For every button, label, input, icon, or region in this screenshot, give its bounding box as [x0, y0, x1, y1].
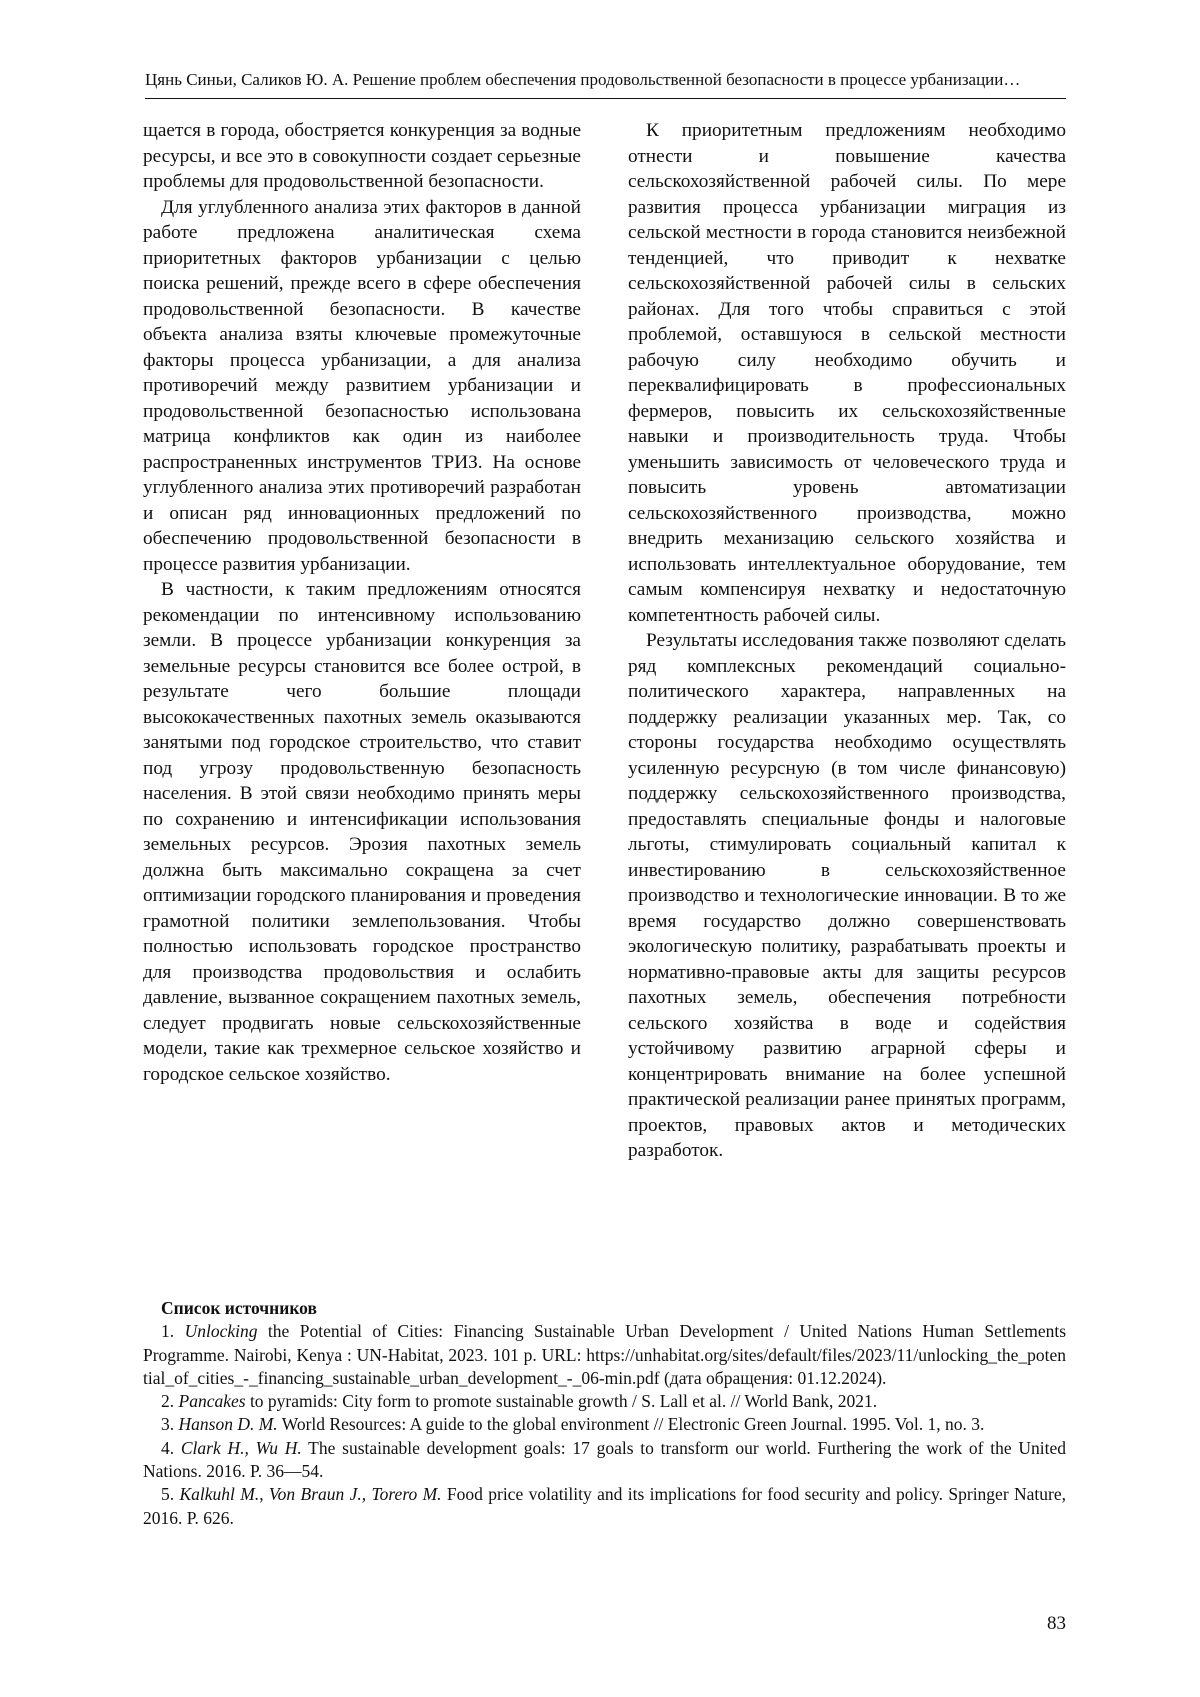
- left-column: [143, 118, 581, 1164]
- reference-authors: Unlocking: [184, 1321, 258, 1342]
- running-head: Цянь Синьи, Саликов Ю. А. Решение проблем обеспечения продовольственной безопасности в процессе урбанизации…: [145, 68, 1066, 99]
- reference-number: 4.: [161, 1437, 175, 1458]
- body-columns: [143, 118, 1066, 1164]
- right-column: [628, 118, 1066, 1164]
- reference-text: Food price volatility and its implications for food security and policy. Springer Nature, 2016. P. 626.: [143, 1484, 1066, 1528]
- paragraph: Для углубленного анализа этих факторов в данной работе предложена аналитическая схема приоритетных факторов урбанизации с целью поиска решений, прежде всего в сфере обеспечения продовольственной безопасности. В качестве объекта анализа взяты ключевые промежуточные факторы процесса урбанизации, а для анализа противоречий между развитием урбанизации и продовольственной безопасностью использована матрица конфликтов как один из наиболее распространенных инструментов ТРИЗ. На основе углубленного анализа этих противоречий разработан и описан ряд инновационных предложений по обеспечению продовольственной безопасности в процессе развития урбанизации.: [143, 196, 581, 575]
- reference-authors: Pancakes: [178, 1391, 246, 1412]
- reference-authors: Hanson D. M.: [178, 1414, 278, 1435]
- reference-item: [143, 1413, 1066, 1436]
- reference-number: 2.: [161, 1391, 175, 1412]
- reference-text: The sustainable development goals: 17 goals to transform our world. Furthering the work of the United Nations. 2016. P. 36—54.: [143, 1437, 1066, 1482]
- reference-number: 3.: [161, 1414, 175, 1435]
- page-number: 83: [1047, 1613, 1066, 1634]
- reference-item: [143, 1437, 1066, 1484]
- references-section: [143, 1297, 1066, 1530]
- reference-item: [143, 1483, 1066, 1530]
- reference-authors: Clark H., Wu H.: [180, 1437, 302, 1458]
- reference-text: World Resources: A guide to the global environment // Electronic Green Journal. 1995. Vol. 1, no. 3.: [277, 1414, 985, 1435]
- paragraph: В частности, к таким предложениям относятся рекомендации по интенсивному использованию земли. В процессе урбанизации конкуренция за земельные ресурсы становится все более острой, в результате чего большие площади высококачественных пахотных земель оказываются занятыми под городское строительство, что ставит под угрозу продовольственную безопасность населения. В этой связи необходимо принять меры по сохранению и интенсификации использования земельных ресурсов. Эрозия пахотных земель должна быть максимально сокращена за счет оптимизации городского планирования и проведения грамотной политики землепользования. Чтобы полностью использовать городское пространство для производства продовольствия и ослабить давление, вызванное сокращением пахотных земель, следует продвигать новые сельскохозяйственные модели, такие как трехмерное сельское хозяйство и городское сельское хозяйство.: [143, 579, 581, 1085]
- reference-url[interactable]: https://unhabitat.org/sites/default/files/2023/11/unlocking_the_potential_of_cities_-_financing_sustainable_urban_development_-_06-min.pdf: [143, 1344, 1066, 1388]
- reference-item: [143, 1320, 1066, 1390]
- paragraph: Результаты исследования также позволяют сделать ряд комплексных рекомендаций социально-политического характера, направленных на поддержку реализации указанных мер. Так, со стороны государства необходимо осуществлять усиленную ресурсную (в том числе финансовую) поддержку сельскохозяйственного производства, предоставлять специальные фонды и налоговые льготы, стимулировать социальный капитал к инвестированию в сельскохозяйственное производство и технологические инновации. В то же время государство должно совершенствовать экологическую политику, разрабатывать проекты и нормативно-правовые акты для защиты ресурсов пахотных земель, обеспечения потребности сельского хозяйства в воде и содействия устойчивому развитию аграрной сферы и концентрировать внимание на более успешной практической реализации ранее принятых программ, проектов, правовых актов и методических разработок.: [628, 630, 1066, 1161]
- reference-text: to pyramids: City form to promote sustainable growth / S. Lall et al. // World Bank, 2021.: [245, 1391, 878, 1412]
- references-heading: Список источников: [161, 1298, 317, 1318]
- reference-item: [143, 1390, 1066, 1413]
- paragraph: К приоритетным предложениям необходимо отнести и повышение качества сельскохозяйственной рабочей силы. По мере развития процесса урбанизации миграция из сельской местности в города становится неизбежной тенденцией, что приводит к нехватке сельскохозяйственной рабочей силы в сельских районах. Для того чтобы справиться с этой проблемой, оставшуюся в сельской местности рабочую силу необходимо обучить и переквалифицировать в профессиональных фермеров, повысить их сельскохозяйственные навыки и производительность труда. Чтобы уменьшить зависимость от человеческого труда и повысить уровень автоматизации сельскохозяйственного производства, можно внедрить механизацию сельского хозяйства и использовать интеллектуальное оборудование, тем самым компенсируя нехватку и недостаточную компетентность рабочей силы.: [628, 120, 1066, 626]
- reference-authors: Kalkuhl M., Von Braun J., Torero M.: [179, 1484, 442, 1505]
- reference-number: 5.: [161, 1484, 175, 1505]
- paragraph: щается в города, обостряется конкуренция за водные ресурсы, и все это в совокупности создает серьезные проблемы для продовольственной безопасности.: [143, 120, 581, 192]
- reference-text: the Potential of Cities: Financing Sustainable Urban Development / United Nations Human Settlements Programme. Nairobi, Kenya : UN-Habitat, 2023. 101 p. URL:: [143, 1321, 1067, 1365]
- reference-number: 1.: [161, 1321, 175, 1342]
- reference-access-date: (дата обращения: 01.12.2024).: [659, 1367, 887, 1388]
